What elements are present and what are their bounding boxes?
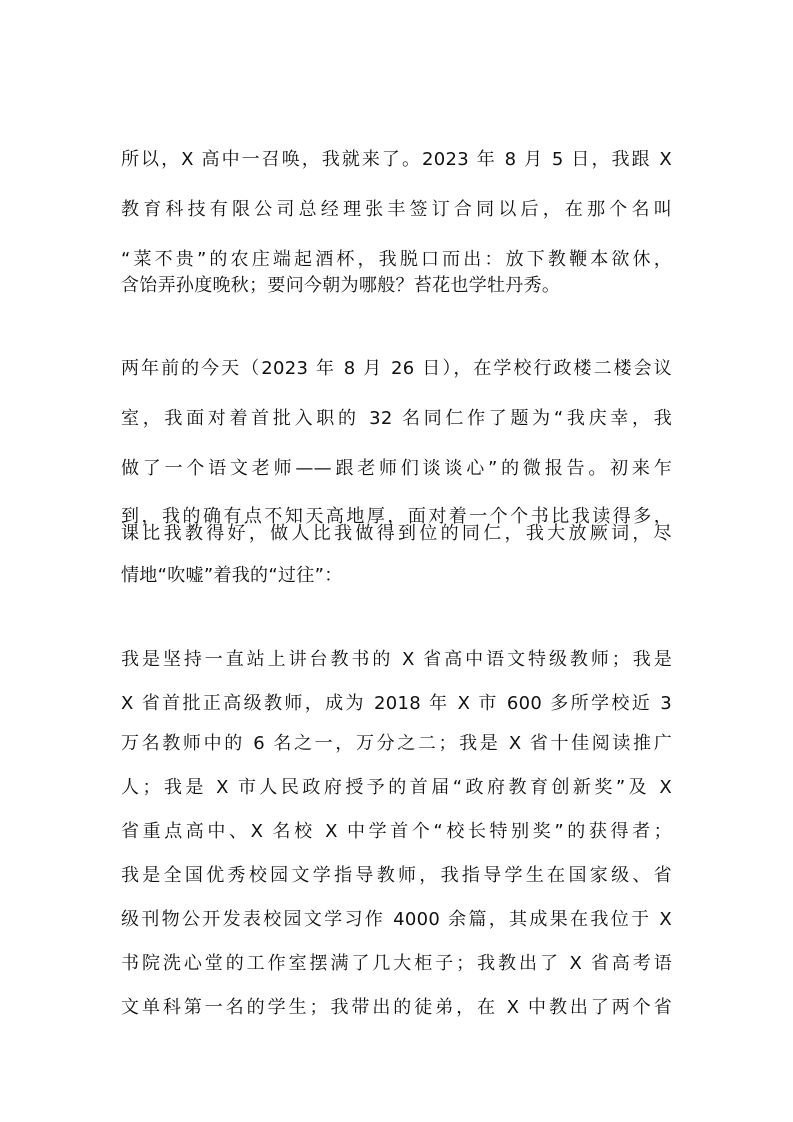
text-line: 省重点高中、X 名校 X 中学首个“校长特别奖”的获得者； (121, 821, 672, 842)
text-line: 文单科第一名的学生；我带出的徒弟，在 X 中教出了两个省 (121, 997, 672, 1018)
text-line: 含饴弄孙度晚秋；要问今朝为哪般？苔花也学牡丹秀。 (121, 275, 561, 296)
text-line: 室，我面对着首批入职的 32 名同仁作了题为“我庆幸，我 (121, 408, 672, 429)
text-line: 到，我的确有点不知天高地厚，面对着一个个书比我读得多， (121, 506, 672, 527)
text-line: 我是全国优秀校园文学指导教师，我指导学生在国家级、省 (121, 865, 672, 886)
text-line: 教育科技有限公司总经理张丰签订合同以后，在那个名叫 (121, 199, 672, 220)
text-line: 所以，X 高中一召唤，我就来了。2023 年 8 月 5 日，我跟 X (121, 149, 672, 170)
text-line: 两年前的今天（2023 年 8 月 26 日），在学校行政楼二楼会议 (121, 358, 672, 379)
text-line: 级刊物公开发表校园文学习作 4000 余篇，其成果在我位于 X (121, 909, 672, 930)
text-line: 人；我是 X 市人民政府授予的首届“政府教育创新奖”及 X (121, 777, 672, 798)
text-line: 课比我教得好，做人比我做得到位的同仁，我大放厥词，尽 (121, 523, 672, 544)
text-line: X 省首批正高级教师，成为 2018 年 X 市 600 多所学校近 3 (121, 693, 672, 714)
text-line: 书院洗心堂的工作室摆满了几大柜子；我教出了 X 省高考语 (121, 953, 672, 974)
text-line: “菜不贵”的农庄端起酒杯，我脱口而出：放下教鞭本欲休， (121, 249, 672, 270)
text-line: 做了一个语文老师——跟老师们谈谈心”的微报告。初来乍 (121, 458, 672, 479)
text-line: 万名教师中的 6 名之一，万分之二；我是 X 省十佳阅读推广 (121, 733, 672, 754)
text-line: 情地“吹嘘”着我的“过往”： (121, 565, 343, 586)
text-line: 我是坚持一直站上讲台教书的 X 省高中语文特级教师；我是 (121, 649, 672, 670)
